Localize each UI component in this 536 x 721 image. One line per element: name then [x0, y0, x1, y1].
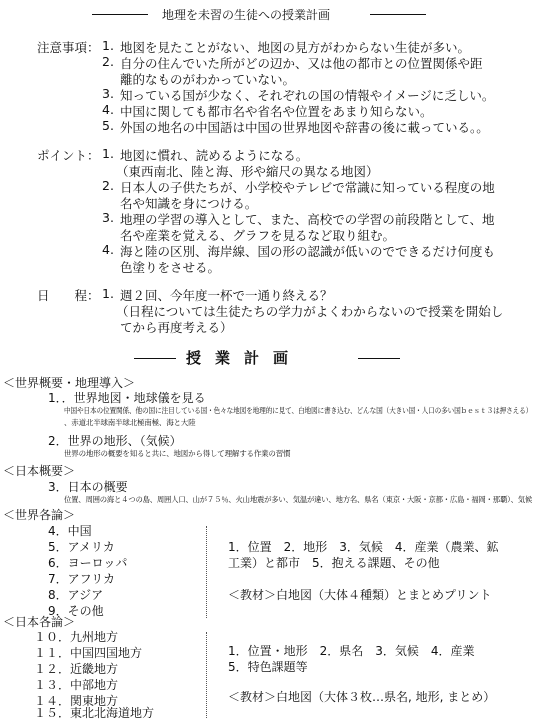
caution-label: 注意事項： — [37, 40, 100, 55]
plan-note: 位置、周囲の海と４つの島、周囲人口、山が７５％、火山地震が多い、気温が違い、地方名、県名（東京・大阪・京都・広島・福岡・那覇）、気候 — [64, 495, 533, 504]
caution-item-num: 3. — [102, 86, 114, 101]
plan-note: 中国や日本の位置関係、他の国に注目している国・色々な地図を地理的に見て、白地図に書き込む、どんな国（大きい国・人口の多い国ｂｅｓｔ３は押さえる） — [64, 406, 533, 415]
caution-item-num: 4. — [102, 102, 114, 117]
plan-item: 1．．世界地図・地球儀を見る — [48, 391, 206, 405]
schedule-text: てから再度考える） — [120, 320, 233, 335]
plan-item: 3．日本の概要 — [48, 480, 128, 494]
schedule-label: 日 程： — [37, 288, 100, 303]
caution-item-num: 2. — [102, 54, 114, 69]
title-rule-right — [370, 14, 426, 15]
plan-item: １５．東北北海道地方 — [34, 706, 155, 720]
caution-item-text: 中国に関しても都市名や省名や位置をあまり知らない。 — [120, 104, 433, 119]
bracket-line — [206, 632, 207, 718]
points-item-text: 名や産業を覚える、グラフを見るなど取り組む。 — [120, 228, 396, 243]
schedule-text: （日程については生徒たちの学力がよくわからないので授業を開始し — [116, 304, 504, 319]
points-item-num: 3. — [102, 210, 114, 225]
points-item-text: 海と陸の区別、海岸線、国の形の認識が低いのでできるだけ何度も — [120, 244, 496, 259]
caution-item-num: 1. — [102, 38, 114, 53]
plan-note: 世界の地形の概要を知ると共に、地図から得して理解する作業の習慣 — [64, 449, 291, 458]
points-item-text: 名や知識を身につける。 — [120, 196, 258, 211]
plan-item: １３．中部地方 — [34, 678, 119, 692]
plan-topics: 5．特色課題等 — [228, 660, 308, 674]
plan-materials: ＜教材＞白地図（大体４種類）とまとめプリント — [228, 588, 492, 602]
plan-item: 5．アメリカ — [48, 540, 115, 554]
caution-item-text: 知っている国が少なく、それぞれの国の情報やイメージに乏しい。 — [120, 88, 495, 103]
plan-topics: 工業）と都市 5．抱える課題、その他 — [228, 556, 440, 570]
section-heading: ＜日本概要＞ — [3, 464, 76, 478]
plan-title: 授業計画 — [186, 349, 303, 367]
plan-item: 9．その他 — [48, 604, 104, 618]
plan-rule-left — [134, 358, 176, 359]
points-item-num: 2. — [102, 178, 114, 193]
schedule-text: 週２回、今年度一杯で一通り終える？ — [120, 288, 333, 303]
section-heading: ＜世界概要・地理導入＞ — [3, 376, 136, 390]
plan-item: １４．関東地方 — [34, 694, 119, 708]
plan-note: 、赤道北半球南半球北極南極、海と大陸 — [64, 418, 196, 427]
schedule-num: 1. — [102, 286, 114, 301]
plan-topics: 1．位置 2．地形 3．気候 4．産業（農業、鉱 — [228, 540, 499, 554]
caution-item-text: 外国の地名の中国語は中国の世界地図や辞書の後に載っている。。 — [120, 120, 489, 135]
points-item-text: 地図に慣れ、読めるようになる。 — [120, 148, 309, 163]
caution-item-text: 自分の住んでいた所がどの辺か、又は他の都市との位置関係や距 — [120, 56, 483, 71]
caution-item-text: 離的なものがわかっていない。 — [120, 72, 296, 87]
points-label: ポイント： — [37, 148, 100, 163]
bracket-line — [206, 526, 207, 618]
plan-materials: ＜教材＞白地図（大体３枚…県名, 地形, まとめ） — [228, 690, 496, 704]
plan-item: 8．アジア — [48, 588, 104, 602]
points-item-text: （東西南北、陸と海、形や縮尺の異なる地図） — [116, 164, 379, 179]
document-title: 地理を未習の生徒への授業計画 — [162, 8, 331, 22]
plan-item: １０．九州地方 — [34, 630, 119, 644]
plan-item: 7．アフリカ — [48, 572, 116, 586]
points-item-text: 日本人の子供たちが、小学校やテレビで常識に知っている程度の地 — [120, 180, 495, 195]
plan-item: １１．中国四国地方 — [34, 646, 143, 660]
plan-topics: 1．位置・地形 2．県名 3．気候 4．産業 — [228, 644, 475, 658]
points-item-text: 地理の学習の導入として、また、高校での学習の前段階として、地 — [120, 212, 495, 227]
points-item-text: 色塗りをさせる。 — [120, 260, 221, 275]
caution-item-text: 地図を見たことがない、地図の見方がわからない生徒が多い。 — [120, 40, 471, 55]
section-heading: ＜日本各論＞ — [3, 615, 76, 629]
plan-item: 2．世界の地形、（気候） — [48, 434, 182, 448]
caution-item-num: 5. — [102, 118, 114, 133]
plan-item: 6．ヨーロッパ — [48, 556, 128, 570]
title-rule-left — [92, 14, 148, 15]
points-item-num: 4. — [102, 242, 114, 257]
section-heading: ＜世界各論＞ — [3, 508, 76, 522]
points-item-num: 1. — [102, 146, 114, 161]
plan-item: １２．近畿地方 — [34, 662, 119, 676]
plan-item: 4．中国 — [48, 524, 92, 538]
plan-rule-right — [358, 358, 400, 359]
